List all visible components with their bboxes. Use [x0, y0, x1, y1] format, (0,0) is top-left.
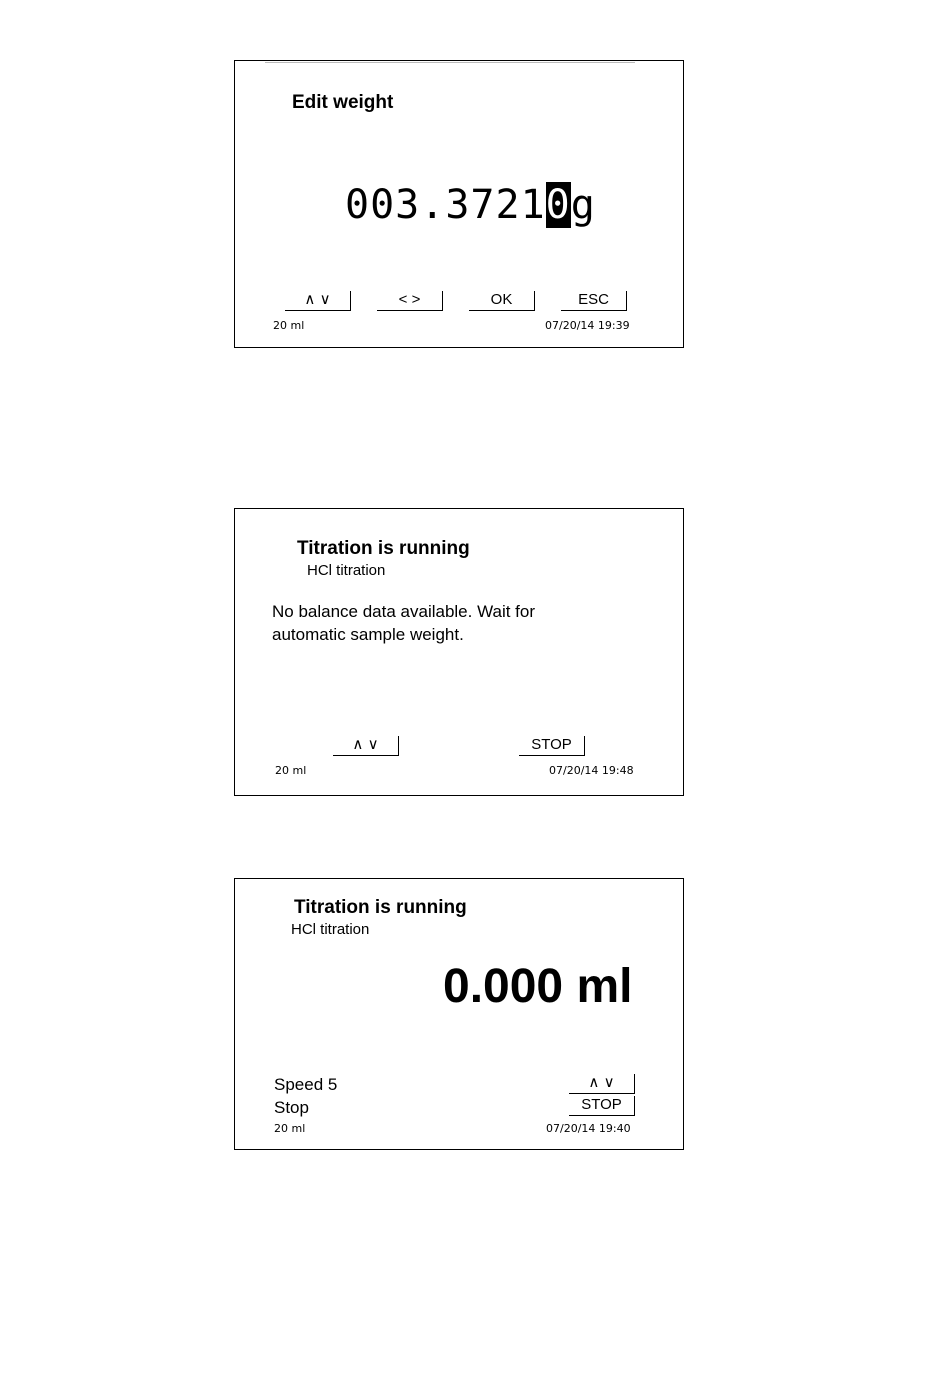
top-divider [265, 62, 635, 63]
weight-cursor-digit[interactable]: 0 [545, 182, 571, 228]
stop-label: Stop [274, 1098, 309, 1117]
method-name: HCl titration [291, 921, 370, 938]
weight-unit: g [570, 182, 596, 228]
screen-title: Titration is running [297, 538, 470, 559]
left-right-button[interactable]: < > [377, 291, 443, 311]
burette-volume: 20 ml [273, 319, 305, 332]
dosed-volume-display: 0.000 ml [443, 960, 633, 1013]
balance-message: No balance data available. Wait for automatic sample weight. [272, 602, 536, 644]
screen-title: Edit weight [292, 92, 394, 113]
burette-volume: 20 ml [274, 1122, 306, 1135]
datetime: 07/20/14 19:48 [549, 764, 634, 777]
speed-label: Speed 5 [274, 1075, 338, 1094]
datetime: 07/20/14 19:39 [545, 319, 630, 332]
stop-button[interactable]: STOP [569, 1096, 635, 1116]
up-down-button[interactable]: ∧ ∨ [285, 291, 351, 311]
up-down-button[interactable]: ∧ ∨ [333, 736, 399, 756]
weight-digits: 003.3721 [345, 182, 546, 228]
method-name: HCl titration [307, 562, 386, 579]
datetime: 07/20/14 19:40 [546, 1122, 631, 1135]
burette-volume: 20 ml [275, 764, 307, 777]
screen-title: Titration is running [294, 897, 467, 918]
stop-button[interactable]: STOP [519, 736, 585, 756]
edit-weight-screen [234, 60, 684, 348]
ok-button[interactable]: OK [469, 291, 535, 311]
up-down-button[interactable]: ∧ ∨ [569, 1074, 635, 1094]
esc-button[interactable]: ESC [561, 291, 627, 311]
titration-dosing-screen [234, 878, 684, 1150]
titration-no-balance-screen [234, 508, 684, 796]
weight-input[interactable] [345, 182, 596, 228]
